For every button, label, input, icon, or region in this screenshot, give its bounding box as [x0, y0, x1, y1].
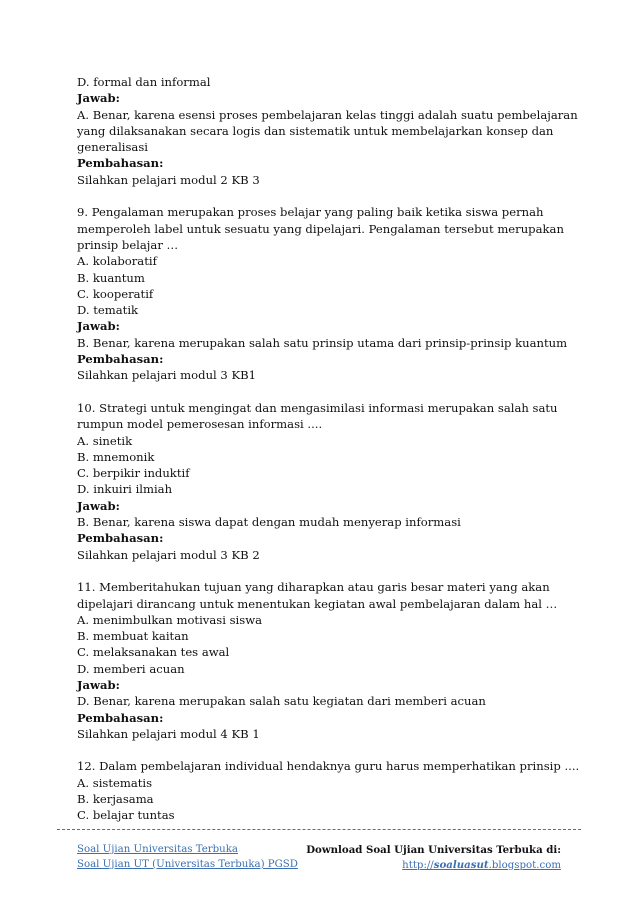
- option-c: C. kooperatif: [77, 286, 154, 301]
- option-b: B. kuantum: [77, 270, 145, 285]
- option-a: A. menimbulkan motivasi siswa: [77, 612, 263, 627]
- option-b: B. kerjasama: [77, 792, 154, 807]
- answer-text: B. Benar, karena siswa dapat dengan mudah menyerap informasi: [77, 515, 461, 530]
- footer-blog-link[interactable]: [306, 858, 561, 874]
- option-b: B. mnemonik: [77, 449, 155, 464]
- option-d: D. memberi acuan: [77, 661, 185, 676]
- question-text: 11. Memberitahukan tujuan yang diharapkan atau garis besar materi yang akan: [77, 580, 550, 595]
- option-d: D. formal dan informal: [77, 75, 211, 89]
- option-c: C. berpikir induktif: [77, 466, 190, 481]
- url-prefix: http://: [402, 859, 434, 871]
- answer-line: generalisasi: [77, 140, 149, 155]
- discussion-text: Silahkan pelajari modul 3 KB 2: [77, 547, 260, 562]
- question-text: dipelajari dirancang untuk menentukan kegiatan awal pembelajaran dalam hal …: [77, 596, 558, 611]
- discussion-label: Pembahasan:: [77, 710, 164, 725]
- footer-link-ut-pgsd[interactable]: Soal Ujian UT (Universitas Terbuka) PGSD: [77, 858, 298, 870]
- discussion-text: Silahkan pelajari modul 3 KB1: [77, 368, 257, 383]
- option-b: B. membuat kaitan: [77, 629, 189, 644]
- document-body: [77, 74, 580, 824]
- answer-line: A. Benar, karena esensi proses pembelajaran kelas tinggi adalah suatu pembelajaran: [77, 107, 578, 122]
- footer-right: [306, 843, 561, 873]
- question-text: 10. Strategi untuk mengingat dan mengasimilasi informasi merupakan salah satu: [77, 400, 558, 415]
- answer-text: D. Benar, karena merupakan salah satu kegiatan dari memberi acuan: [77, 694, 486, 709]
- option-d: D. inkuiri ilmiah: [77, 482, 173, 497]
- answer-label: Jawab:: [77, 91, 120, 106]
- footer-download-label: Download Soal Ujian Universitas Terbuka di:: [306, 844, 561, 856]
- question-block: [77, 758, 580, 823]
- answer-label: Jawab:: [77, 319, 120, 334]
- option-c: C. melaksanakan tes awal: [77, 645, 230, 660]
- discussion-text: Silahkan pelajari modul 2 KB 3: [77, 172, 260, 187]
- option-a: A. sistematis: [77, 775, 153, 790]
- answer-label: Jawab:: [77, 498, 120, 513]
- option-a: A. sinetik: [77, 433, 133, 448]
- discussion-label: Pembahasan:: [77, 156, 164, 171]
- question-block: [77, 579, 577, 742]
- question-text: 12. Dalam pembelajaran individual hendaknya guru harus memperhatikan prinsip ....: [77, 759, 580, 774]
- footer-link-ut[interactable]: Soal Ujian Universitas Terbuka: [77, 844, 238, 855]
- url-suffix: .blogspot.com: [488, 859, 561, 871]
- url-bold: soaluasut: [433, 858, 489, 871]
- footer-left: [77, 843, 298, 872]
- option-d: D. tematik: [77, 303, 139, 318]
- option-a: A. kolaboratif: [77, 254, 157, 269]
- discussion-label: Pembahasan:: [77, 531, 164, 546]
- question-block: [77, 204, 577, 383]
- footer-divider: [57, 829, 581, 830]
- question-text: prinsip belajar …: [77, 237, 179, 252]
- question-text: memperoleh label untuk sesuatu yang dipelajari. Pengalaman tersebut merupakan: [77, 221, 564, 236]
- discussion-text: Silahkan pelajari modul 4 KB 1: [77, 726, 260, 741]
- question-text: 9. Pengalaman merupakan proses belajar yang paling baik ketika siswa pernah: [77, 205, 544, 220]
- option-c: C. belajar tuntas: [77, 808, 175, 823]
- discussion-label: Pembahasan:: [77, 352, 164, 367]
- question-text: rumpun model pemerosesan informasi ....: [77, 417, 323, 432]
- question-block: [77, 400, 577, 563]
- answer-label: Jawab:: [77, 677, 120, 692]
- answer-line: yang dilaksanakan secara logis dan sistematik untuk membelajarkan konsep dan: [77, 123, 554, 138]
- answer-text: B. Benar, karena merupakan salah satu prinsip utama dari prinsip-prinsip kuantum: [77, 335, 568, 350]
